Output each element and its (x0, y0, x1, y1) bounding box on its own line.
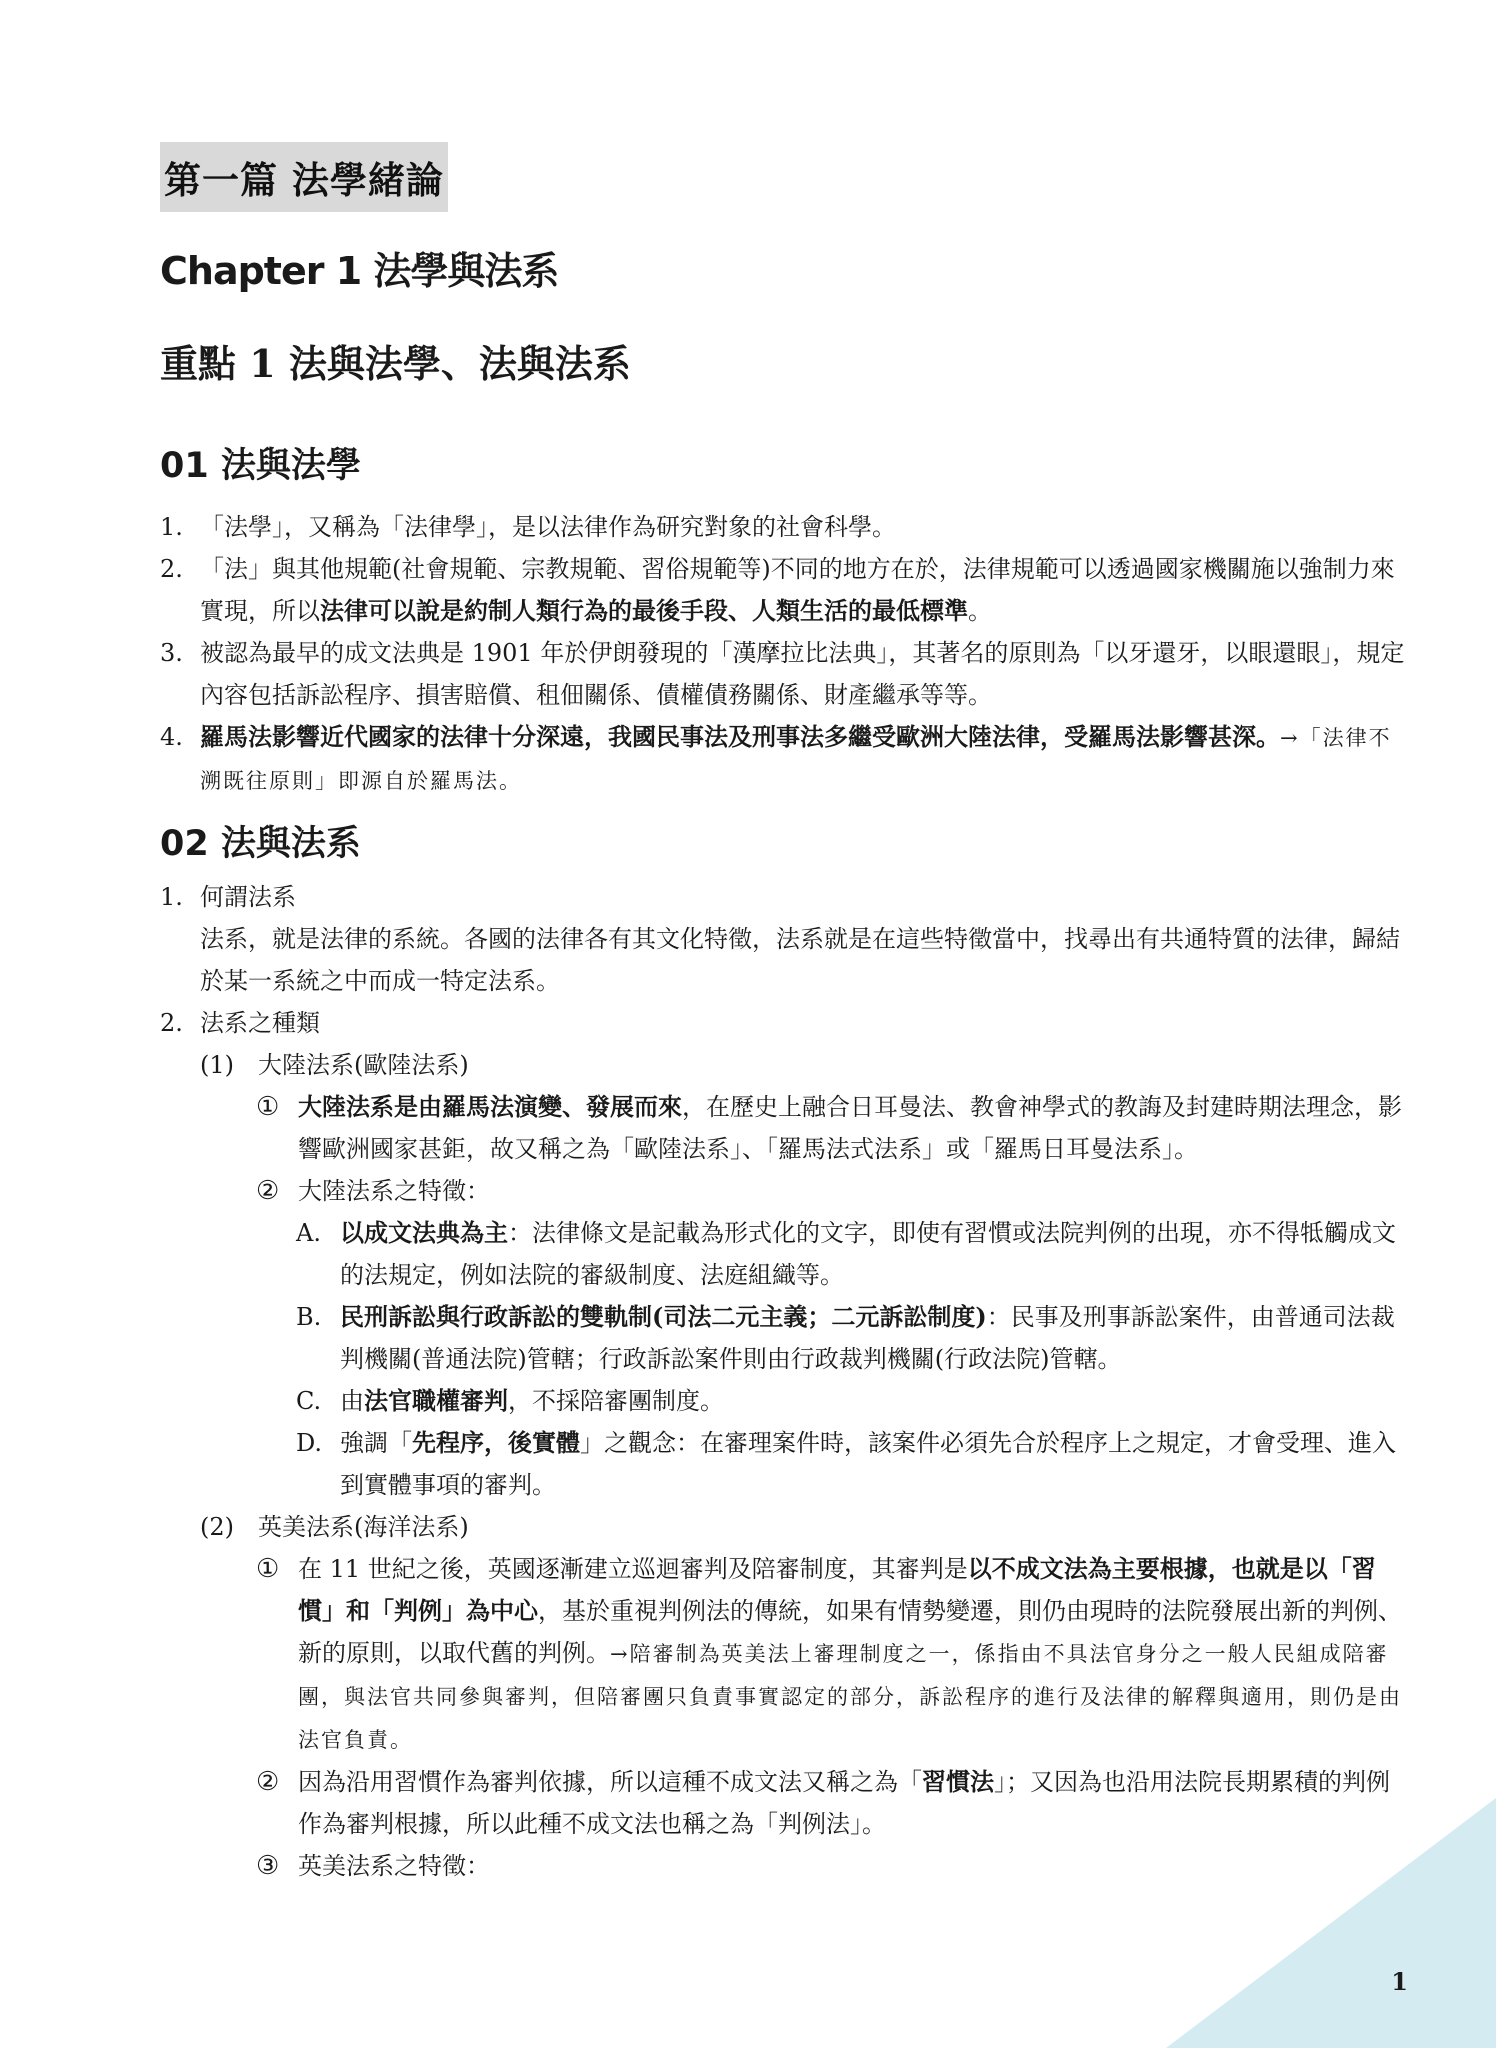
feature-text: ：民事及刑事訴訟案件，由普通司法裁判機關(普通法院)管轄；行政訴訟案件則由行政裁判機關(行政法院)管轄。 (340, 1303, 1395, 1373)
list-item (160, 1002, 1410, 1044)
list-item (160, 876, 1410, 918)
item-number: 2. (160, 555, 183, 583)
circled-text: ，基於重視判例法的傳統，如果有情勢變遷，則仍由現時的法院發展出新的判例、新的原則，以取代舊的判例。 (298, 1597, 1402, 1667)
circled-text: ，在歷史上融合日耳曼法、教會神學式的教誨及封建時期法理念，影響歐洲國家甚鉅，故又稱之為「歐陸法系」、「羅馬法式法系」或「羅馬日耳曼法系」。 (298, 1093, 1402, 1163)
list-item (160, 632, 1410, 716)
page-content (160, 142, 1410, 1887)
item-bold-text: 法律可以說是約制人類行為的最後手段、人類生活的最低標準 (320, 596, 968, 625)
sub-item-label: 英美法系(海洋法系) (258, 1513, 469, 1541)
sub-item-number: (1) (200, 1051, 234, 1079)
feature-bold-text: 先程序，後實體 (412, 1428, 580, 1457)
circled-text: 因為沿用習慣作為審判依據，所以這種不成文法又稱之為「 (298, 1768, 922, 1796)
item-label: 法系之種類 (200, 1009, 320, 1037)
circled-number: ① (256, 1554, 280, 1584)
feature-text: 強調「 (340, 1429, 412, 1457)
circled-text: 」；又因為也沿用法院長期累積的判例作為審判根據，所以此種不成文法也稱之為「判例法」。 (298, 1768, 1390, 1838)
circled-item (160, 1845, 1410, 1887)
circled-number: ② (256, 1767, 280, 1797)
item-bold-text: 羅馬法影響近代國家的法律十分深遠，我國民事法及刑事法多繼受歐洲大陸法律，受羅馬法影響甚深。 (200, 722, 1280, 751)
item-text: 。 (968, 597, 992, 625)
chapter-title: Chapter 1 法學與法系 (160, 249, 559, 293)
item-number: 4. (160, 723, 183, 751)
sub-item-label: 大陸法系(歐陸法系) (258, 1051, 469, 1079)
feature-text: ，不採陪審團制度。 (508, 1387, 724, 1415)
feature-letter: B. (296, 1303, 322, 1331)
item-body: 法系，就是法律的系統。各國的法律各有其文化特徵，法系就是在這些特徵當中，找尋出有共通特質的法律，歸結於某一系統之中而成一特定法系。 (200, 925, 1400, 995)
item-number: 2. (160, 1009, 183, 1037)
section-title: 01 法與法學 (160, 446, 361, 486)
section1-list (160, 506, 1410, 802)
circled-text: 大陸法系之特徵： (298, 1177, 490, 1205)
feature-item (160, 1296, 1410, 1380)
feature-item (160, 1212, 1410, 1296)
circled-text: 在 11 世紀之後，英國逐漸建立巡迴審判及陪審制度，其審判是 (298, 1555, 968, 1583)
feature-bold-text: 民刑訴訟與行政訴訟的雙軌制(司法二元主義；二元訴訟制度) (340, 1302, 987, 1331)
circled-bold-text: 以不成文法為主要根據，也就是以「習慣」和「判例」為中心 (298, 1554, 1376, 1625)
feature-text: 」之觀念：在審理案件時，該案件必須先合於程序上之規定，才會受理、進入到實體事項的審判。 (340, 1429, 1396, 1499)
circled-note: →陪審制為英美法上審理制度之一，係指由不具法官身分之一般人民組成陪審團，與法官共同參與審判，但陪審團只負責事實認定的部分，訴訟程序的進行及法律的解釋與適用，則仍是由法官負責。 (298, 1642, 1402, 1752)
item-text: 被認為最早的成文法典是 1901 年於伊朗發現的「漢摩拉比法典」，其著名的原則為「以牙還牙，以眼還眼」，規定內容包括訴訟程序、損害賠償、租佃關係、債權債務關係、財產繼承等等。 (200, 639, 1405, 709)
sub-item (160, 1506, 1410, 1548)
list-item (160, 548, 1410, 632)
sub-item-number: (2) (200, 1513, 234, 1541)
list-item (160, 716, 1410, 802)
item-number: 1. (160, 513, 183, 541)
item-text: 「法」與其他規範(社會規範、宗教規範、習俗規範等)不同的地方在於，法律規範可以透過國家機關施以強制力來實現，所以 (200, 555, 1395, 625)
feature-letter: A. (296, 1219, 321, 1247)
circled-item (160, 1170, 1410, 1212)
circled-bold-text: 習慣法 (922, 1767, 994, 1796)
circled-number: ② (256, 1176, 280, 1206)
circled-item (160, 1548, 1410, 1761)
item-note: →「法律不溯既往原則」即源自於羅馬法。 (200, 726, 1392, 793)
circled-item (160, 1761, 1410, 1845)
feature-item (160, 1422, 1410, 1506)
circled-item (160, 1086, 1410, 1170)
list-item (160, 506, 1410, 548)
sub-item (160, 1044, 1410, 1086)
item-text: 「法學」，又稱為「法律學」，是以法律作為研究對象的社會科學。 (200, 513, 896, 541)
feature-letter: D. (296, 1429, 323, 1457)
feature-text: ：法律條文是記載為形式化的文字，即使有習慣或法院判例的出現，亦不得牴觸成文的法規定，例如法院的審級制度、法庭組織等。 (340, 1219, 1396, 1289)
circled-bold-text: 大陸法系是由羅馬法演變、發展而來 (298, 1092, 682, 1121)
keypoint-title: 重點 1 法與法學、法與法系 (160, 341, 631, 386)
circled-number: ③ (256, 1851, 280, 1881)
circled-number: ① (256, 1092, 280, 1122)
feature-letter: C. (296, 1387, 322, 1415)
feature-text: 由 (340, 1387, 364, 1415)
item-number: 3. (160, 639, 183, 667)
circled-text: 英美法系之特徵： (298, 1852, 490, 1880)
item-number: 1. (160, 883, 183, 911)
section2-list (160, 876, 1410, 1887)
part-title: 第一篇 法學緒論 (160, 142, 448, 212)
section-title: 02 法與法系 (160, 824, 361, 864)
item-label: 何謂法系 (200, 883, 296, 911)
page-number: 1 (1391, 1967, 1408, 1996)
feature-bold-text: 以成文法典為主 (340, 1218, 508, 1247)
feature-bold-text: 法官職權審判 (364, 1386, 508, 1415)
feature-item (160, 1380, 1410, 1422)
